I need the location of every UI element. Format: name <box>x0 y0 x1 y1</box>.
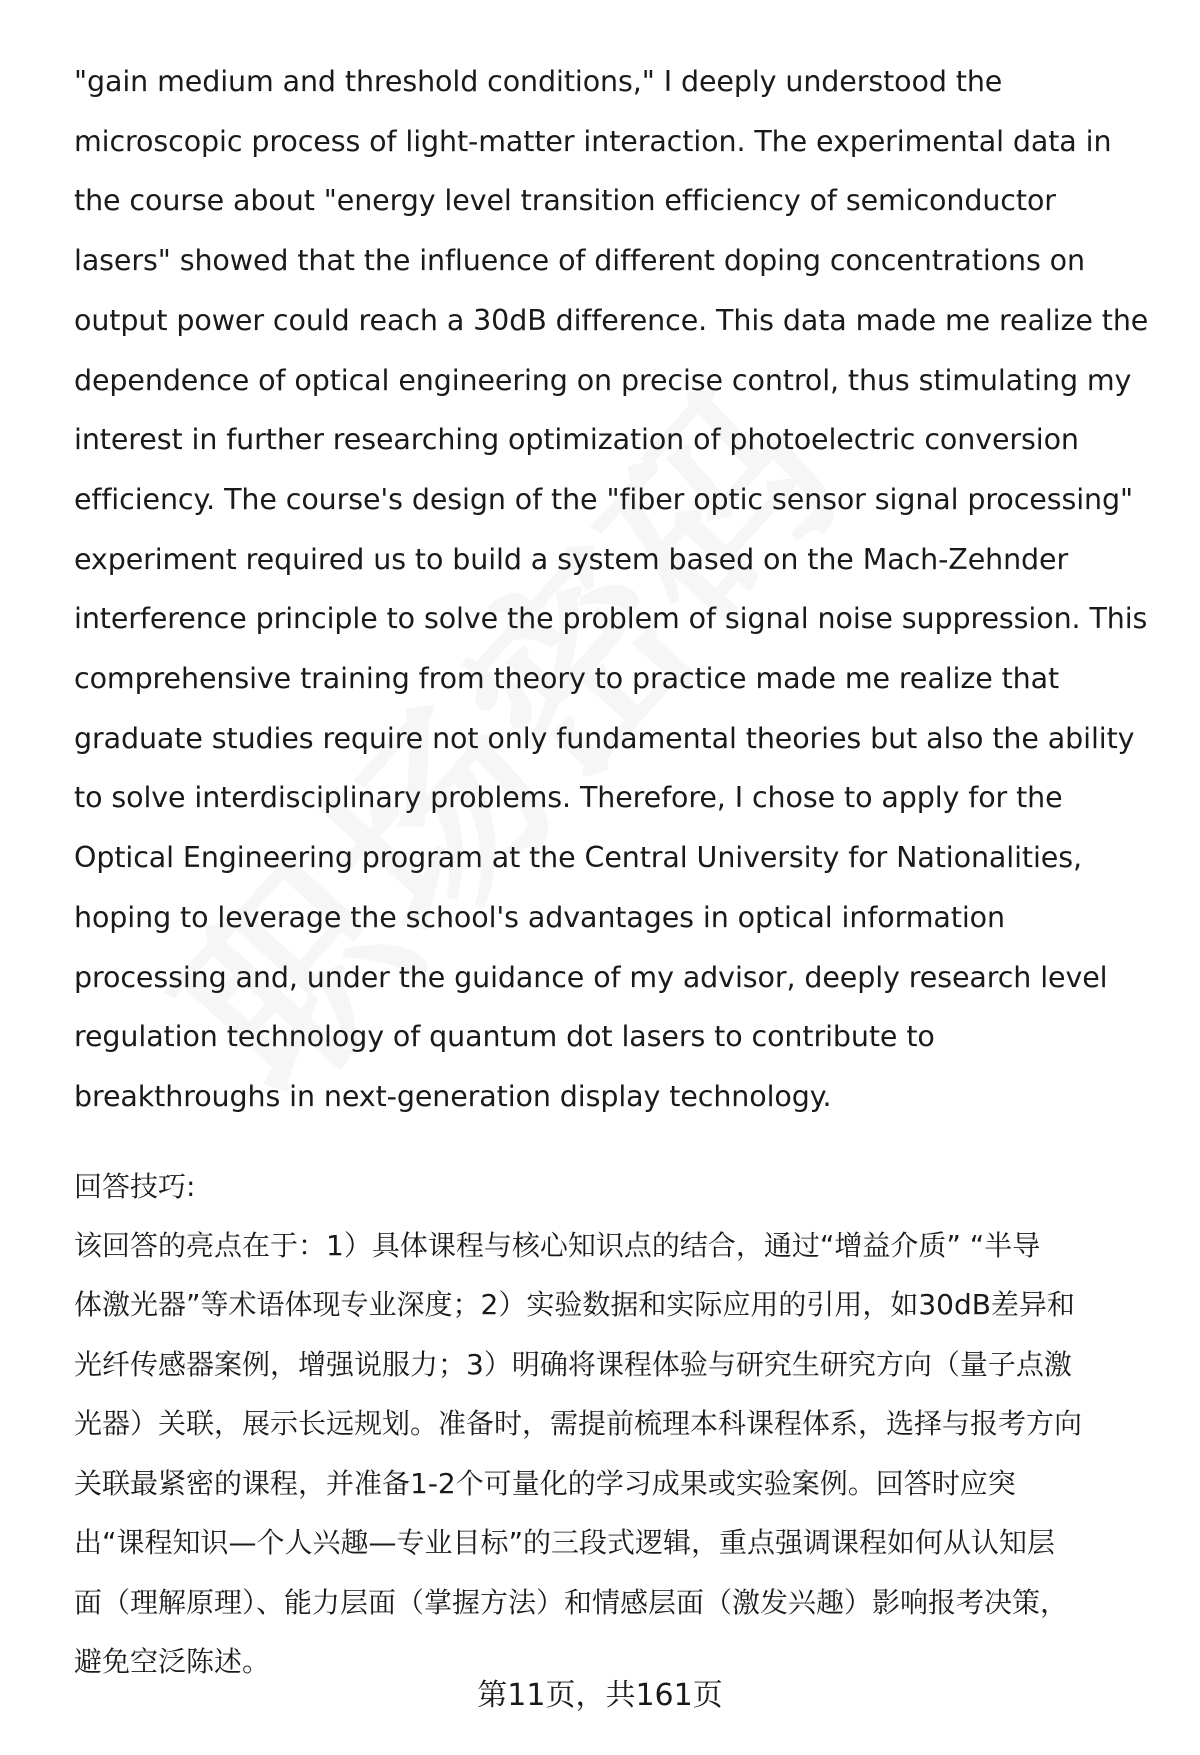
text-line: efficiency. The course's design of the "fiber optic sensor signal processing" <box>74 482 1134 516</box>
text-line: graduate studies require not only fundamental theories but also the ability <box>74 721 1135 755</box>
text-line: regulation technology of quantum dot lasers to contribute to <box>74 1020 935 1054</box>
text-line: experiment required us to build a system based on the Mach-Zehnder <box>74 542 1069 576</box>
text-line: 关联最紧密的课程，并准备1-2个可量化的学习成果或实验案例。回答时应突 <box>74 1466 1016 1500</box>
text-line: 面（理解原理）、能力层面（掌握方法）和情感层面（激发兴趣）影响报考决策， <box>74 1585 1069 1619</box>
text-line: interference principle to solve the problem of signal noise suppression. This <box>74 602 1148 636</box>
text-line: dependence of optical engineering on precise control, thus stimulating my <box>74 363 1132 397</box>
answer-paragraph <box>74 52 1164 1127</box>
page-number: 第11页，共161页 <box>477 1678 723 1713</box>
text-line: Optical Engineering program at the Central University for Nationalities, <box>74 841 1082 875</box>
text-line: 该回答的亮点在于：1）具体课程与核心知识点的结合，通过“增益介质” “半导 <box>74 1228 1041 1262</box>
text-line: interest in further researching optimization of photoelectric conversion <box>74 423 1079 457</box>
text-line: comprehensive training from theory to practice made me realize that <box>74 662 1060 696</box>
text-line: processing and, under the guidance of my advisor, deeply research level <box>74 960 1108 994</box>
text-line: to solve interdisciplinary problems. Therefore, I chose to apply for the <box>74 781 1063 815</box>
text-line: lasers" showed that the influence of different doping concentrations on <box>74 244 1085 278</box>
text-line: hoping to leverage the school's advantages in optical information <box>74 900 1005 934</box>
text-line: 光纤传感器案例，增强说服力；3）明确将课程体验与研究生研究方向（量子点激 <box>74 1347 1072 1381</box>
text-line: 出“课程知识—个人兴趣—专业目标”的三段式逻辑，重点强调课程如何从认知层 <box>74 1526 1056 1560</box>
text-line: breakthroughs in next-generation display technology. <box>74 1079 832 1113</box>
text-line: 体激光器”等术语体现专业深度；2）实验数据和实际应用的引用，如30dB差异和 <box>74 1288 1075 1322</box>
text-line: 光器）关联，展示长远规划。准备时，需提前梳理本科课程体系，选择与报考方向 <box>74 1407 1083 1441</box>
text-line: 避免空泛陈述。 <box>74 1645 271 1679</box>
document-page <box>74 52 1164 1692</box>
tips-paragraph <box>74 1216 1164 1692</box>
text-line: microscopic process of light-matter interaction. The experimental data in <box>74 124 1112 158</box>
text-line: output power could reach a 30dB difference. This data made me realize the <box>74 303 1149 337</box>
text-line: the course about "energy level transition efficiency of semiconductor <box>74 184 1056 218</box>
tips-heading: 回答技巧: <box>74 1169 196 1203</box>
text-line: "gain medium and threshold conditions," I deeply understood the <box>74 65 1003 98</box>
